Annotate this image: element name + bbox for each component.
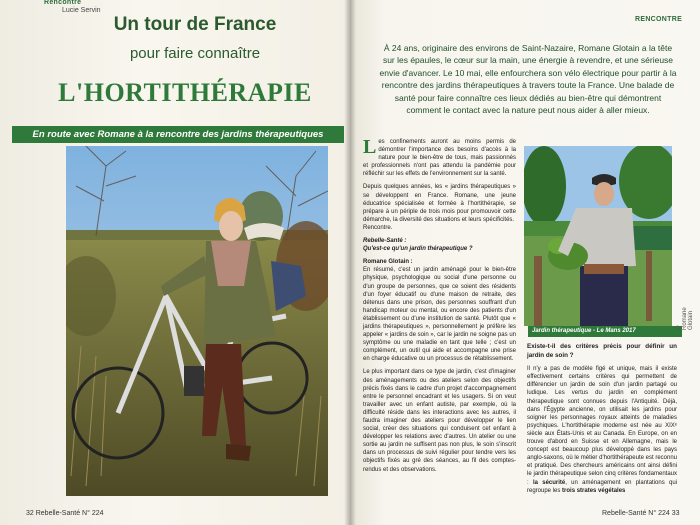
title-line-2: pour faire connaître <box>129 45 261 62</box>
intro-paragraph: es confinements auront au moins permis de démontrer l'importance des besoins d'accès à la nature pour le bien-être de tous, mais passionnés et professionnels n'ont pas attendu la pandémie pour réfléchir sur les effets de l'environnement sur la santé. <box>363 139 516 178</box>
criteria-safety: la sécurité <box>532 479 566 486</box>
answer-2: Il n'y a pas de modèle figé et unique, mais il existe effectivement certains critères qui permettent de différencier un jardin de soin d'un jardin partagé ou ludique. Les vertus du jardin en complément thérapeutique sont connues depuis l'Antiquité. Déjà, dans l'Égypte ancienne, on utilisait les jardins pour soigner les personnages royaux atteints de maladies psychiques. L'hortithérapie moderne est née au XIXᵉ siècle aux États-Unis et au Canada. En Europe, on en trouve d'abord en Suisse et en Allemagne, mais le concept est beaucoup plus développé dans les pays anglo-saxons, où le métier d'hortithérapeute est reconnu et pratiqué. Des chercheurs américains ont ainsi défini le jardin thérapeutique selon cinq critères fondamentaux : <box>527 366 677 486</box>
question-2: Existe-t-il des critères précis pour définir un jardin de soin ? <box>527 343 677 359</box>
rubric-label: Rencontre <box>44 0 82 6</box>
title-line-1: Un tour de France <box>113 14 277 35</box>
book-spine <box>344 0 356 525</box>
rencontre-label: Rencontre. <box>363 224 393 231</box>
title-hortitherapie: L'HORTITHÉRAPIE <box>58 78 312 107</box>
gardener-photo <box>524 146 672 326</box>
subtitle-band: En route avec Romane à la rencontre des jardins thérapeutiques <box>12 126 344 143</box>
cyclist-photo <box>66 146 328 496</box>
article-column-2 <box>527 343 677 500</box>
page-folio-left: 32 Rebelle-Santé N° 224 <box>26 510 104 517</box>
answer-1-continued: Le plus important dans ce type de jardin, c'est d'imaginer des aménagements ou des ateliers selon des objectifs précis fixés dans le cadre d'un projet d'accompagnement entre le personnel encadrant et les usagers. Si on veut travailler avec un enfant autiste, par exemple, où la difficulté réside dans les interactions avec les autres, il faudra imaginer des ateliers pour développer le lien social, créer des situations qui conduisent cet enfant à développer les relations avec d'autres. Un atelier ou une sortie au jardin ne suffisent pas non plus, le soin s'inscrit dans un processus de suivi régulier pour tendre vers les objectifs fixés au gré des séances, au fil des comptes-rendus et des observations. <box>363 369 516 473</box>
lead-paragraph: À 24 ans, originaire des environs de Saint-Nazaire, Romane Glotain a la tête sur les épaules, le cœur sur la main, une énergie à revendre, et une sérieuse envie d'avancer. Le 10 mai, elle enfourchera son vélo électrique pour partir à la rencontre des jardins thérapeutiques à travers toute la France. Une balade de santé pour faire connaître ces lieux dédiés au bien-être qui démontrent comment le contact avec la nature peut nous aider à aller mieux. <box>379 43 677 116</box>
rubric-label-right: RENCONTRE <box>635 16 683 23</box>
photo-caption: Jardin thérapeutique - Le Mans 2017 <box>528 326 682 337</box>
question-1: Qu'est-ce qu'un jardin thérapeutique ? <box>363 246 473 253</box>
article-column-1 <box>363 138 516 479</box>
answer-1: En résumé, c'est un jardin aménagé pour le bien-être physique, psychologique ou social d'une personne ou d'un groupe de personnes, que ce soient des résidents d'un foyer éducatif ou d'une maison de retraite, des détenus dans une prison, des personnes souffrant d'un handicap moteur ou mental, ou encore des patients d'un établissement ou d'une institution de santé. Plutôt que « jardins thérapeutiques », personnellement je préfère les appeler « jardins de soin », car le jardin ne soigne pas un symptôme ou une maladie en tant que telle ; c'est un complément, un outil qui aide et accompagne une prise en charge éducative ou un processus de rétablissement. <box>363 267 516 363</box>
author-name: Lucie Servin <box>62 7 101 14</box>
question-label: Rebelle-Santé : <box>363 238 407 245</box>
context-paragraph: Depuis quelques années, les « jardins thérapeutiques » se développent en France. Romane, une jeune éducatrice spécialisée et formée à l'hortithérapie, se prépare à un périple de trois mois pour promouvoir cette démarche, la diversité des situations et leurs spécificités. <box>363 184 516 223</box>
photo-credit: © Elisabeth Glotain <box>47 438 53 490</box>
answer-2-mid: , un aménagement en plantations qui regroupe les <box>527 479 677 494</box>
photo-credit-right: © Romane Glotain <box>676 307 694 330</box>
page-folio-right: Rebelle-Santé N° 224 33 <box>602 510 680 517</box>
drop-cap: L <box>363 136 377 158</box>
criteria-strata: trois strates végétales <box>562 487 626 494</box>
answer-label: Romane Glotain : <box>363 259 413 266</box>
